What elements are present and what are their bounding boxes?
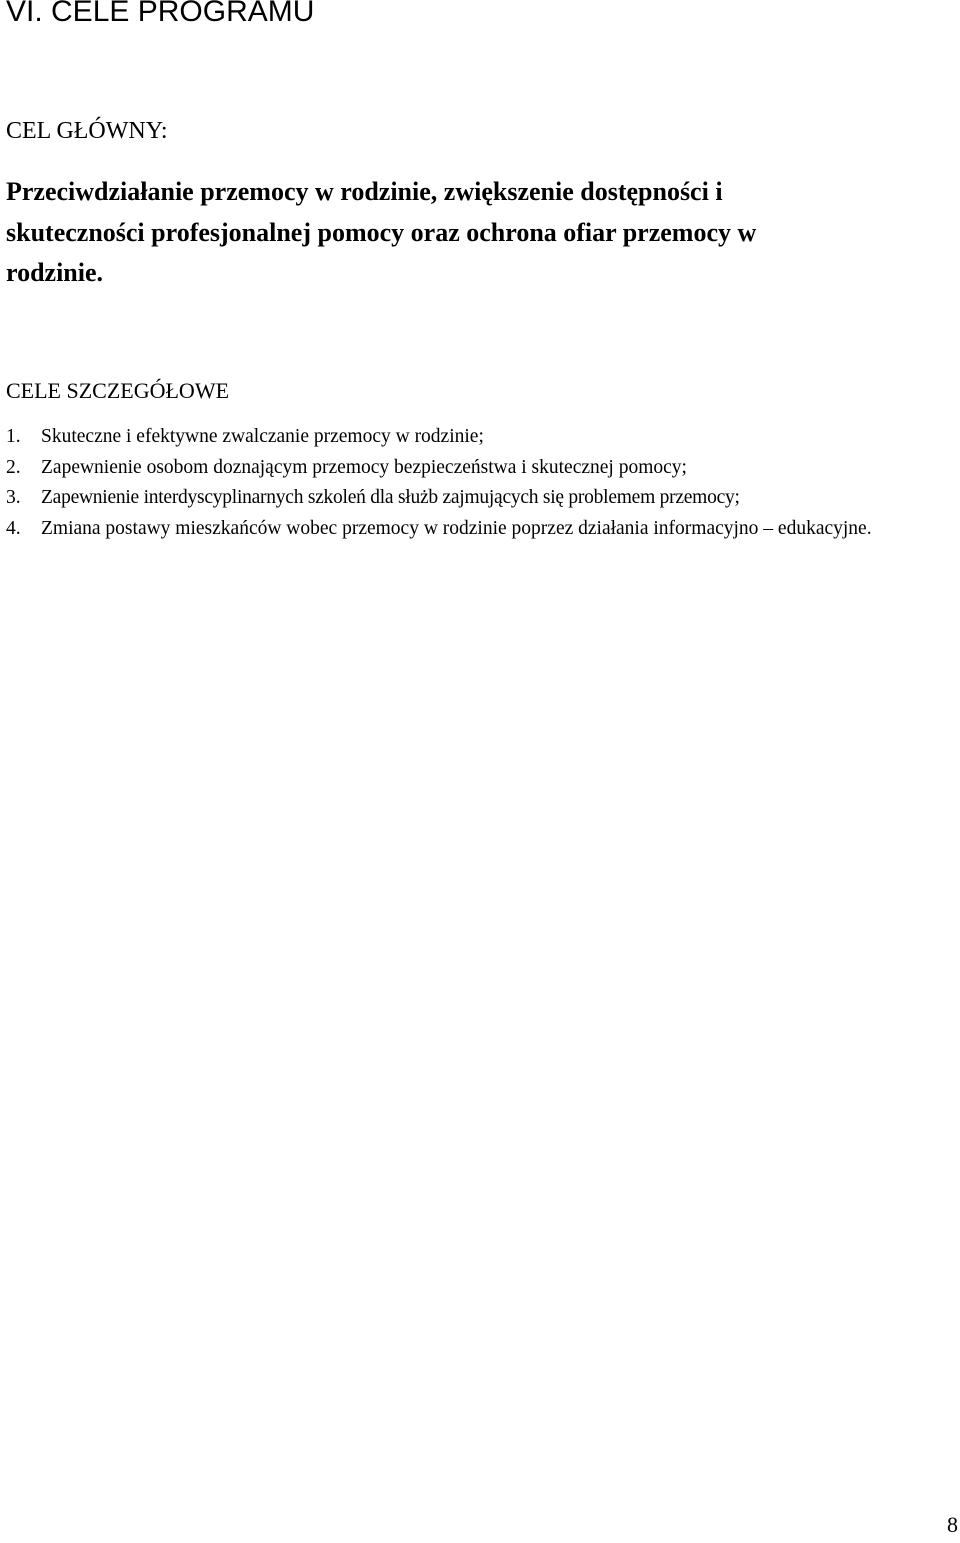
list-item [6,422,946,453]
main-goal-line: Przeciwdziałanie przemocy w rodzinie, zwiększenie dostępności i [6,177,723,206]
list-item-number: 4. [6,517,21,539]
main-goal-heading: CEL GŁÓWNY: [6,118,168,144]
list-item-text: Skuteczne i efektywne zwalczanie przemocy w rodzinie; [41,426,484,447]
page-number: 8 [947,1512,958,1537]
list-item-number: 2. [6,456,21,478]
list-item-number: 3. [6,487,21,508]
main-goal-line: rodzinie. [6,258,104,287]
list-item-number: 1. [6,426,21,447]
specific-goals-list [6,422,946,544]
specific-goals-heading: CELE SZCZEGÓŁOWE [6,378,230,403]
list-item [6,483,946,514]
main-goal-line: skuteczności profesjonalnej pomocy oraz ochrona ofiar przemocy w [6,217,757,247]
list-item [6,514,946,545]
list-item [6,453,946,484]
list-item-text: Zapewnienie interdyscyplinarnych szkoleń dla służb zajmujących się problemem przemocy; [41,487,740,508]
section-title: VI. CELE PROGRAMU [6,0,315,28]
list-item-text: Zapewnienie osobom doznającym przemocy bezpieczeństwa i skutecznej pomocy; [41,456,687,478]
list-item-text: Zmiana postawy mieszkańców wobec przemocy w rodzinie poprzez działania informacyjno – edukacyjne. [41,517,872,539]
main-goal-text [6,172,906,294]
